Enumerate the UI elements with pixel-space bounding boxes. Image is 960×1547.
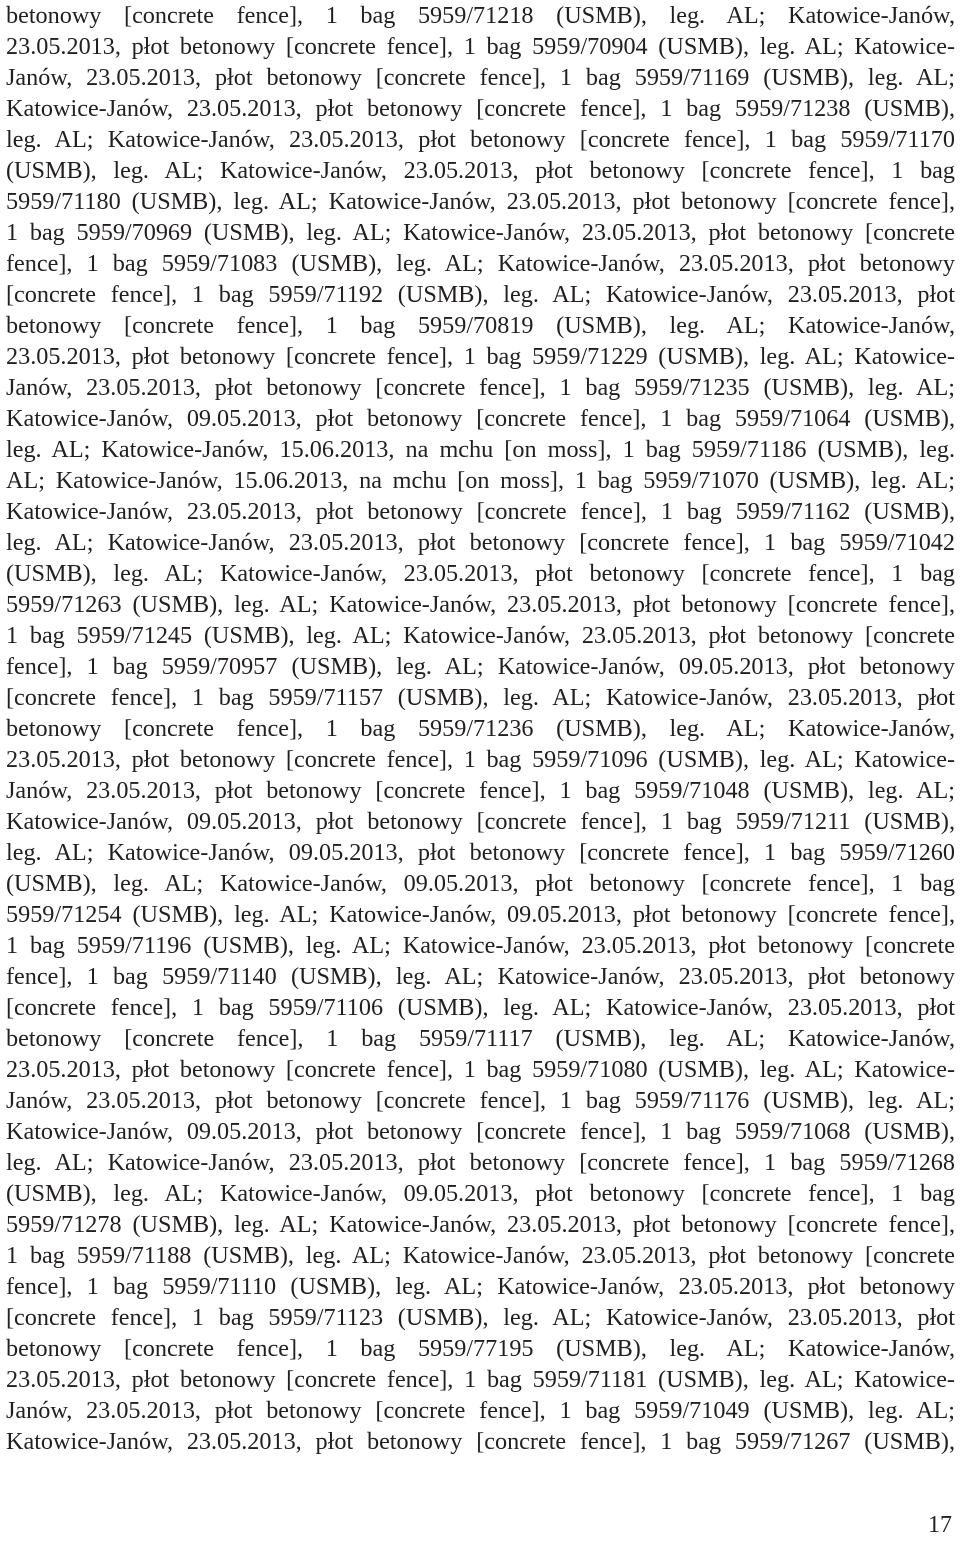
text-line: Janów, 23.05.2013, płot betonowy [concrete fence], 1 bag 5959/71169 (USMB), leg. AL; <box>6 64 955 91</box>
text-line: betonowy [concrete fence], 1 bag 5959/71218 (USMB), leg. AL; Katowice-Janów, <box>6 2 955 29</box>
text-line: 5959/71263 (USMB), leg. AL; Katowice-Janów, 23.05.2013, płot betonowy [concrete fence], <box>6 591 955 618</box>
text-line: [concrete fence], 1 bag 5959/71106 (USMB), leg. AL; Katowice-Janów, 23.05.2013, płot <box>6 994 955 1021</box>
text-line: (USMB), leg. AL; Katowice-Janów, 23.05.2013, płot betonowy [concrete fence], 1 bag <box>6 157 955 184</box>
text-line: Janów, 23.05.2013, płot betonowy [concrete fence], 1 bag 5959/71049 (USMB), leg. AL; <box>6 1397 955 1424</box>
text-line: Janów, 23.05.2013, płot betonowy [concrete fence], 1 bag 5959/71235 (USMB), leg. AL; <box>6 374 955 401</box>
text-line: 5959/71180 (USMB), leg. AL; Katowice-Janów, 23.05.2013, płot betonowy [concrete fence], <box>6 188 955 215</box>
text-line: leg. AL; Katowice-Janów, 23.05.2013, płot betonowy [concrete fence], 1 bag 5959/71268 <box>6 1149 955 1176</box>
text-line: [concrete fence], 1 bag 5959/71192 (USMB), leg. AL; Katowice-Janów, 23.05.2013, płot <box>6 281 955 308</box>
text-line: 23.05.2013, płot betonowy [concrete fence], 1 bag 5959/70904 (USMB), leg. AL; Katowice- <box>6 33 955 60</box>
text-line: Katowice-Janów, 23.05.2013, płot betonowy [concrete fence], 1 bag 5959/71238 (USMB), <box>6 95 955 122</box>
text-line: 23.05.2013, płot betonowy [concrete fence], 1 bag 5959/71080 (USMB), leg. AL; Katowice- <box>6 1056 955 1083</box>
text-line: fence], 1 bag 5959/71140 (USMB), leg. AL; Katowice-Janów, 23.05.2013, płot betonowy <box>6 963 955 990</box>
text-line: (USMB), leg. AL; Katowice-Janów, 23.05.2013, płot betonowy [concrete fence], 1 bag <box>6 560 955 587</box>
body-text <box>6 0 955 1457</box>
text-line: betonowy [concrete fence], 1 bag 5959/77195 (USMB), leg. AL; Katowice-Janów, <box>6 1335 955 1362</box>
text-line: [concrete fence], 1 bag 5959/71123 (USMB), leg. AL; Katowice-Janów, 23.05.2013, płot <box>6 1304 955 1331</box>
text-line: Katowice-Janów, 09.05.2013, płot betonowy [concrete fence], 1 bag 5959/71211 (USMB), <box>6 808 955 835</box>
text-line: betonowy [concrete fence], 1 bag 5959/70819 (USMB), leg. AL; Katowice-Janów, <box>6 312 955 339</box>
page-number: 17 <box>928 1512 952 1538</box>
text-line: Katowice-Janów, 09.05.2013, płot betonowy [concrete fence], 1 bag 5959/71064 (USMB), <box>6 405 955 432</box>
text-line: leg. AL; Katowice-Janów, 09.05.2013, płot betonowy [concrete fence], 1 bag 5959/71260 <box>6 839 955 866</box>
text-line: leg. AL; Katowice-Janów, 23.05.2013, płot betonowy [concrete fence], 1 bag 5959/71042 <box>6 529 955 556</box>
text-line: Katowice-Janów, 09.05.2013, płot betonowy [concrete fence], 1 bag 5959/71068 (USMB), <box>6 1118 955 1145</box>
text-line: betonowy [concrete fence], 1 bag 5959/71117 (USMB), leg. AL; Katowice-Janów, <box>6 1025 955 1052</box>
text-line: Janów, 23.05.2013, płot betonowy [concrete fence], 1 bag 5959/71176 (USMB), leg. AL; <box>6 1087 955 1114</box>
text-line: AL; Katowice-Janów, 15.06.2013, na mchu [on moss], 1 bag 5959/71070 (USMB), leg. AL; <box>6 467 955 494</box>
text-line: leg. AL; Katowice-Janów, 15.06.2013, na mchu [on moss], 1 bag 5959/71186 (USMB), leg. <box>6 436 955 463</box>
text-line: fence], 1 bag 5959/70957 (USMB), leg. AL; Katowice-Janów, 09.05.2013, płot betonowy <box>6 653 955 680</box>
text-line: 23.05.2013, płot betonowy [concrete fence], 1 bag 5959/71096 (USMB), leg. AL; Katowice- <box>6 746 955 773</box>
text-line: 23.05.2013, płot betonowy [concrete fence], 1 bag 5959/71181 (USMB), leg. AL; Katowice- <box>6 1366 955 1393</box>
text-line: Katowice-Janów, 23.05.2013, płot betonowy [concrete fence], 1 bag 5959/71267 (USMB), <box>6 1428 955 1455</box>
text-line: Janów, 23.05.2013, płot betonowy [concrete fence], 1 bag 5959/71048 (USMB), leg. AL; <box>6 777 955 804</box>
text-line: fence], 1 bag 5959/71083 (USMB), leg. AL; Katowice-Janów, 23.05.2013, płot betonowy <box>6 250 955 277</box>
text-line: (USMB), leg. AL; Katowice-Janów, 09.05.2013, płot betonowy [concrete fence], 1 bag <box>6 1180 955 1207</box>
text-line: 5959/71278 (USMB), leg. AL; Katowice-Janów, 23.05.2013, płot betonowy [concrete fence], <box>6 1211 955 1238</box>
text-line: 1 bag 5959/71196 (USMB), leg. AL; Katowice-Janów, 23.05.2013, płot betonowy [concrete <box>6 932 955 959</box>
text-line: 1 bag 5959/71245 (USMB), leg. AL; Katowice-Janów, 23.05.2013, płot betonowy [concrete <box>6 622 955 649</box>
text-line: 5959/71254 (USMB), leg. AL; Katowice-Janów, 09.05.2013, płot betonowy [concrete fence], <box>6 901 955 928</box>
text-line: (USMB), leg. AL; Katowice-Janów, 09.05.2013, płot betonowy [concrete fence], 1 bag <box>6 870 955 897</box>
text-line: leg. AL; Katowice-Janów, 23.05.2013, płot betonowy [concrete fence], 1 bag 5959/71170 <box>6 126 955 153</box>
text-line: 23.05.2013, płot betonowy [concrete fence], 1 bag 5959/71229 (USMB), leg. AL; Katowice- <box>6 343 955 370</box>
text-line: fence], 1 bag 5959/71110 (USMB), leg. AL; Katowice-Janów, 23.05.2013, płot betonowy <box>6 1273 955 1300</box>
text-line: betonowy [concrete fence], 1 bag 5959/71236 (USMB), leg. AL; Katowice-Janów, <box>6 715 955 742</box>
text-line: [concrete fence], 1 bag 5959/71157 (USMB), leg. AL; Katowice-Janów, 23.05.2013, płot <box>6 684 955 711</box>
text-line: Katowice-Janów, 23.05.2013, płot betonowy [concrete fence], 1 bag 5959/71162 (USMB), <box>6 498 955 525</box>
text-line: 1 bag 5959/70969 (USMB), leg. AL; Katowice-Janów, 23.05.2013, płot betonowy [concrete <box>6 219 955 246</box>
text-line: 1 bag 5959/71188 (USMB), leg. AL; Katowice-Janów, 23.05.2013, płot betonowy [concrete <box>6 1242 955 1269</box>
